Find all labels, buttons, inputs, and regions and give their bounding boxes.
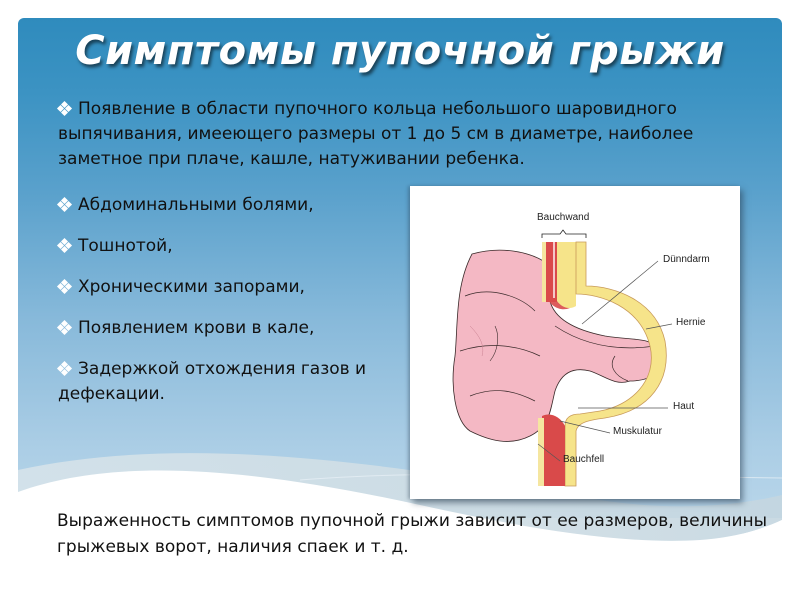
main-bullet xyxy=(58,97,758,172)
symptom-text: Хроническими запорами, xyxy=(78,277,305,297)
label-muskulatur: Muskulatur xyxy=(613,426,662,437)
diamond-bullet-icon xyxy=(58,198,71,211)
symptom-text: Тошнотой, xyxy=(78,236,173,256)
slide-title: Симптомы пупочной грыжи xyxy=(75,28,725,74)
symptom-item xyxy=(58,193,403,218)
diamond-bullet-icon xyxy=(58,102,71,115)
label-bauchfell: Bauchfell xyxy=(563,454,605,465)
diamond-bullet-icon xyxy=(58,239,71,252)
symptom-list xyxy=(58,193,403,423)
label-duenndarm: Dünndarm xyxy=(663,254,710,265)
diamond-bullet-icon xyxy=(58,321,71,334)
symptom-text: Задержкой отхождения газов и дефекации. xyxy=(58,359,367,404)
label-hernie: Hernie xyxy=(676,317,706,328)
hernia-illustration xyxy=(410,186,740,499)
diamond-bullet-icon xyxy=(58,362,71,375)
main-bullet-text: Появление в области пупочного кольца небольшого шаровидного выпячивания, имееющего размеры от 1 до 5 см в диаметре, наиболее заметное при плаче, кашле, натуживании ребенка. xyxy=(58,99,694,169)
symptom-text: Появлением крови в кале, xyxy=(78,318,315,338)
label-haut: Haut xyxy=(673,401,695,412)
symptom-item xyxy=(58,234,403,259)
symptom-item xyxy=(58,275,403,300)
symptom-item xyxy=(58,357,403,407)
symptom-text: Абдоминальными болями, xyxy=(78,195,314,215)
bauchwand-bracket xyxy=(542,230,586,238)
label-bauchwand: Bauchwand xyxy=(537,212,590,223)
hernia-diagram xyxy=(410,186,740,499)
symptom-item xyxy=(58,316,403,341)
footer-note: Выраженность симптомов пупочной грыжи зависит от ее размеров, величины грыжевых ворот, наличия спаек и т. д. xyxy=(57,511,768,557)
diamond-bullet-icon xyxy=(58,280,71,293)
